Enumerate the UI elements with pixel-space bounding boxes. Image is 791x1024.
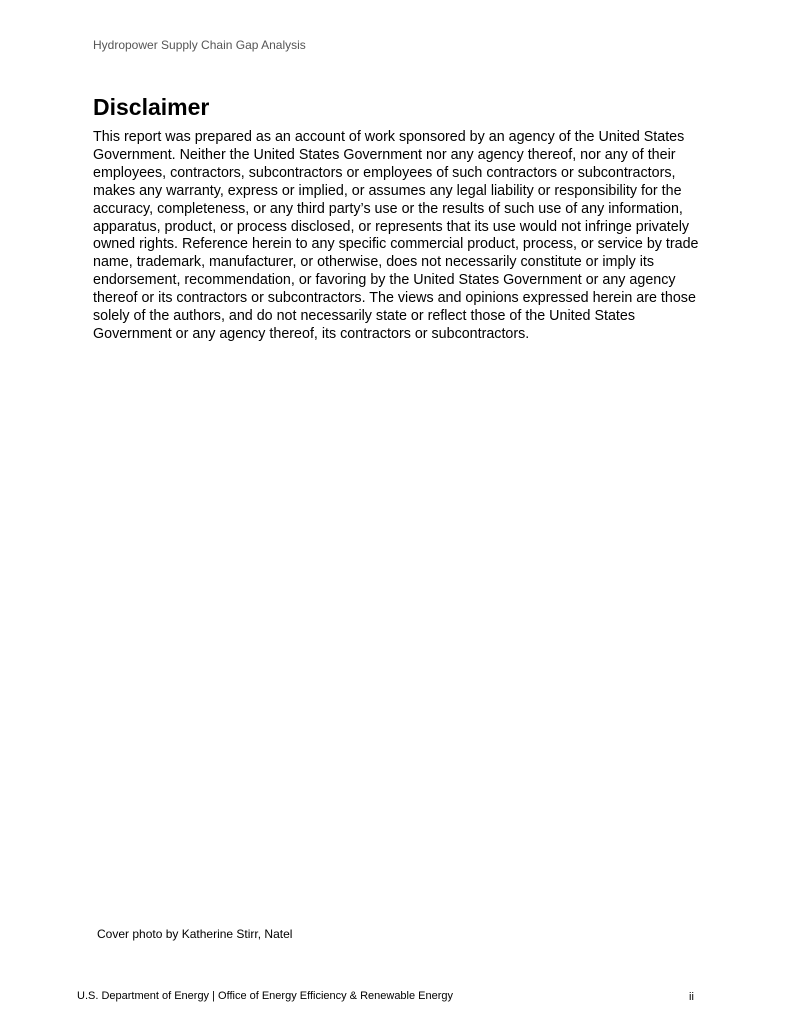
running-header: Hydropower Supply Chain Gap Analysis (93, 38, 306, 52)
photo-credit: Cover photo by Katherine Stirr, Natel (97, 927, 293, 941)
page-number: ii (689, 991, 694, 1003)
footer-organization: U.S. Department of Energy | Office of Energy Efficiency & Renewable Energy (77, 990, 454, 1002)
disclaimer-paragraph: This report was prepared as an account of work sponsored by an agency of the United States Government. Neither the United States Government nor any agency thereof, nor any of their employees, contractors, subcontractors or employees of such contractors or subcontractors, makes any warranty, express or implied, or assumes any legal liability or responsibility for the accuracy, completeness, or any third party’s use or the results of such use of any information, apparatus, product, or process disclosed, or represents that its use would not infringe privately owned rights. Reference herein to any specific commercial product, process, or service by trade name, trademark, manufacturer, or otherwise, does not necessarily constitute or imply its endorsement, recommendation, or favoring by the United States Government or any agency thereof or its contractors or subcontractors. The views and opinions expressed herein are those solely of the authors, and do not necessarily state or reflect those of the United States Government or any agency thereof, its contractors or subcontractors. (93, 129, 699, 342)
page-title: Disclaimer (93, 94, 210, 120)
